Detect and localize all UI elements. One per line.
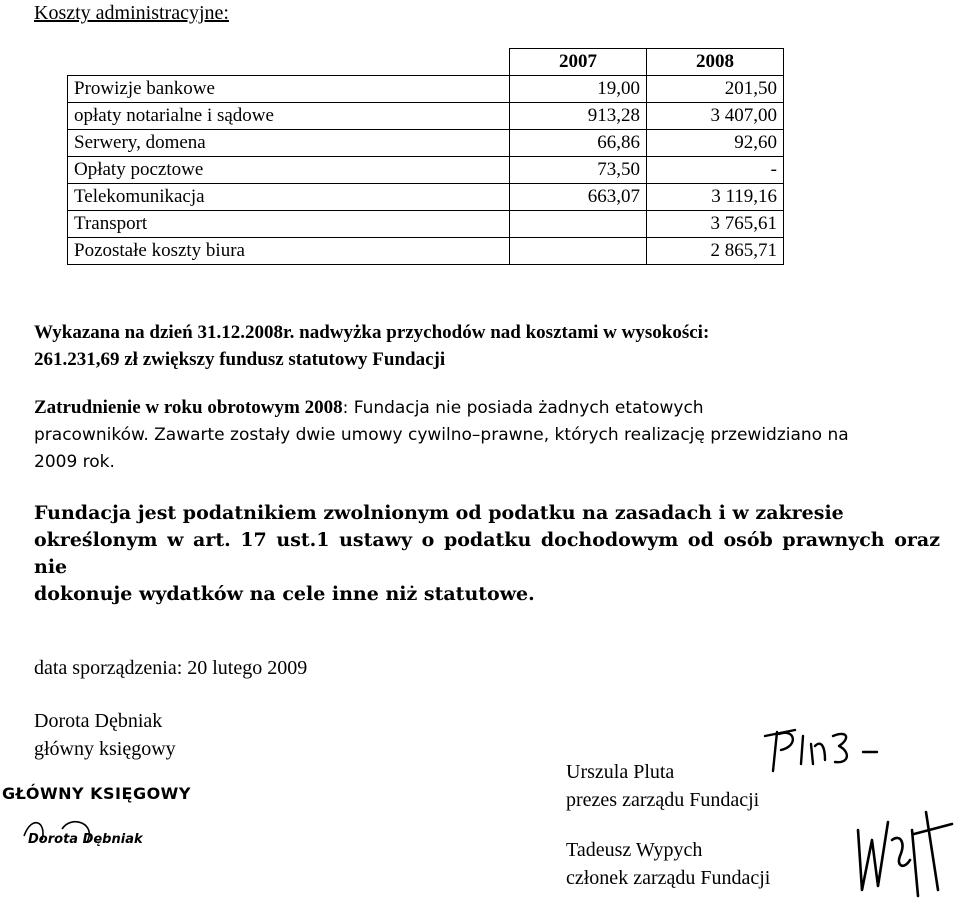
surplus-paragraph	[34, 319, 914, 373]
cost-2007: 66,86	[510, 130, 647, 157]
member-name: Tadeusz Wypych	[566, 839, 703, 861]
president-signature	[755, 716, 895, 776]
cost-2007	[510, 238, 647, 265]
cost-2008: 92,60	[647, 130, 784, 157]
year-header: 2008	[647, 49, 784, 76]
tax-line-3: dokonuje wydatków na cele inne niż statutowe.	[34, 583, 535, 605]
table-row	[68, 238, 784, 265]
employment-line-3: 2009 rok.	[34, 452, 115, 472]
cost-2007: 663,07	[510, 184, 647, 211]
cost-label: Transport	[68, 211, 510, 238]
cost-2008: 201,50	[647, 76, 784, 103]
member-block	[566, 836, 770, 892]
table-row	[68, 211, 784, 238]
president-name: Urszula Pluta	[566, 761, 675, 783]
tax-line-1: Fundacja jest podatnikiem zwolnionym od podatku na zasadach i w zakresie	[34, 502, 844, 524]
accountant-role: główny księgowy	[34, 738, 176, 760]
cost-2008: 3 407,00	[647, 103, 784, 130]
cost-label: Prowizje bankowe	[68, 76, 510, 103]
cost-2008: 2 865,71	[647, 238, 784, 265]
tax-line-2: określonym w art. 17 ust.1 ustawy o podatku dochodowym od osób prawnych oraz nie	[34, 529, 940, 578]
surplus-line-2: 261.231,69 zł zwiększy fundusz statutowy Fundacji	[34, 349, 446, 370]
member-role: członek zarządu Fundacji	[566, 867, 771, 889]
accountant-stamp	[2, 784, 202, 854]
header-empty-cell	[68, 49, 510, 76]
president-role: prezes zarządu Fundacji	[566, 789, 760, 811]
cost-label: opłaty notarialne i sądowe	[68, 103, 510, 130]
accountant-block	[34, 707, 176, 763]
cost-2008: 3 119,16	[647, 184, 784, 211]
preparation-date: data sporządzenia: 20 lutego 2009	[34, 657, 308, 679]
table-row	[68, 130, 784, 157]
table-row	[68, 184, 784, 211]
employment-paragraph	[34, 394, 914, 476]
cost-2007: 73,50	[510, 157, 647, 184]
table-row	[68, 103, 784, 130]
table-header-row	[68, 49, 784, 76]
employment-text: : Fundacja nie posiada żadnych etatowych	[342, 398, 704, 418]
cost-2008: 3 765,61	[647, 211, 784, 238]
cost-label: Opłaty pocztowe	[68, 157, 510, 184]
employment-line-1	[34, 394, 914, 422]
stamp-name: Dorota Dębniak	[28, 832, 143, 847]
tax-paragraph	[34, 500, 940, 608]
employment-lead: Zatrudnienie w roku obrotowym 2008	[34, 397, 343, 418]
cost-label: Serwery, domena	[68, 130, 510, 157]
cost-2008: -	[647, 157, 784, 184]
cost-label: Pozostałe koszty biura	[68, 238, 510, 265]
cost-2007	[510, 211, 647, 238]
table-row	[68, 76, 784, 103]
member-signature	[848, 800, 960, 900]
accountant-name: Dorota Dębniak	[34, 710, 163, 732]
table-row	[68, 157, 784, 184]
surplus-line-1: Wykazana na dzień 31.12.2008r. nadwyżka przychodów nad kosztami w wysokości:	[34, 322, 710, 343]
cost-2007: 913,28	[510, 103, 647, 130]
cost-label: Telekomunikacja	[68, 184, 510, 211]
president-block	[566, 758, 759, 814]
section-heading: Koszty administracyjne:	[34, 2, 229, 24]
costs-table	[67, 48, 784, 265]
year-header: 2007	[510, 49, 647, 76]
cost-2007: 19,00	[510, 76, 647, 103]
stamp-title: GŁÓWNY KSIĘGOWY	[2, 784, 191, 803]
employment-line-2: pracowników. Zawarte zostały dwie umowy cywilno–prawne, których realizację przewidziano na	[34, 425, 849, 445]
